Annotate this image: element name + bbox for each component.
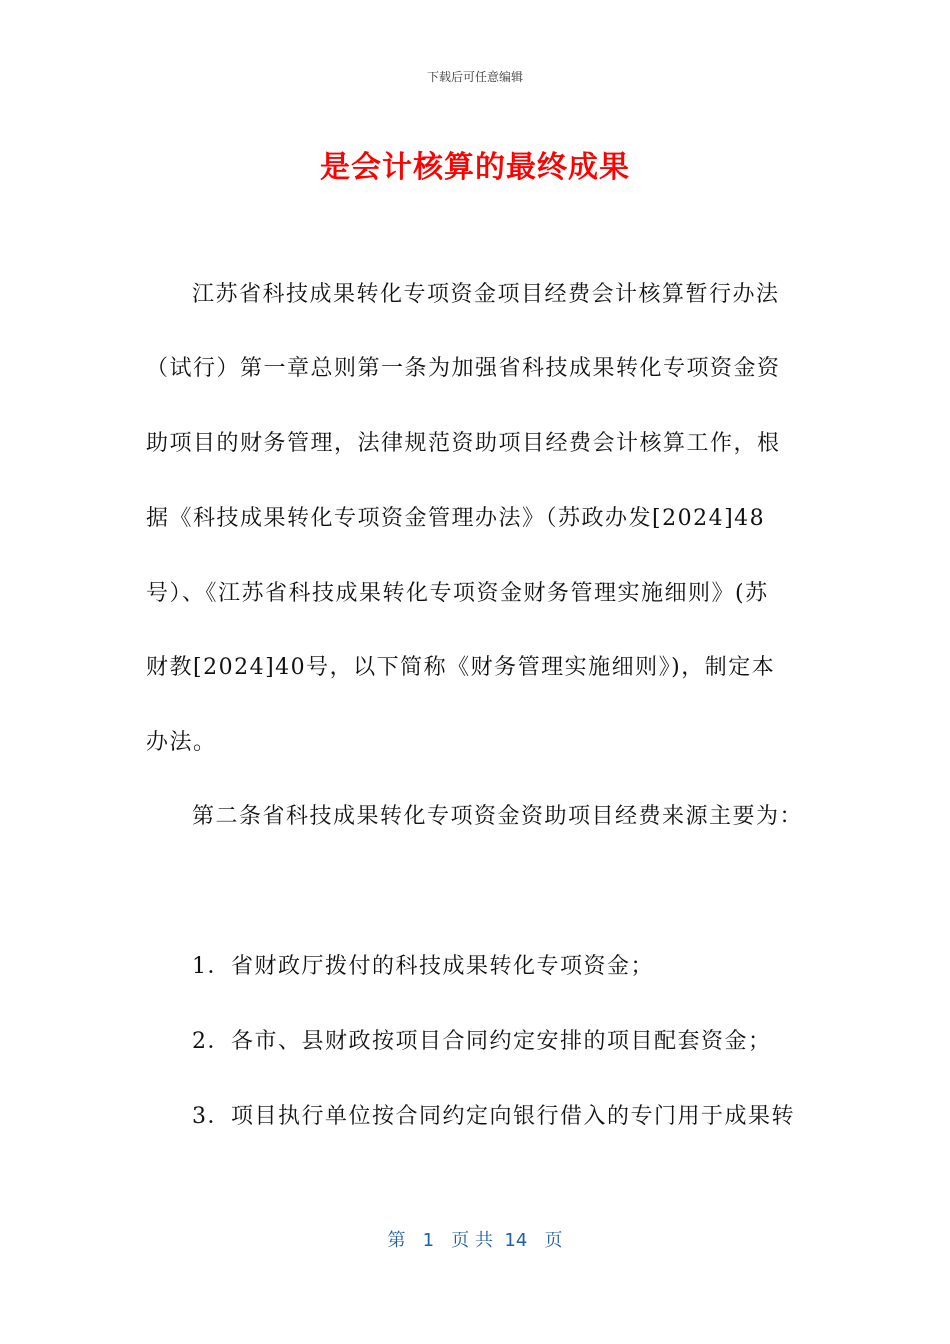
paragraph-line: 财教[2024]40号，以下简称《财务管理实施细则》)，制定本 (146, 655, 776, 680)
list-item: 2．各市、县财政按项目合同约定安排的项目配套资金； (192, 1029, 772, 1054)
list-item: 3．项目执行单位按合同约定向银行借入的专门用于成果转 (192, 1104, 795, 1129)
paragraph-line: 助项目的财务管理，法律规范资助项目经费会计核算工作，根 (146, 431, 781, 456)
paragraph-line: 号）、《江苏省科技成果转化专项资金财务管理实施细则》(苏 (146, 581, 769, 606)
list-item: 1．省财政厅拨付的科技成果转化专项资金； (192, 954, 654, 979)
paragraph-line: 办法。 (146, 730, 217, 755)
paragraph-line: 据《科技成果转化专项资金管理办法》（苏政办发[2024]48 (146, 506, 766, 531)
paragraph-line: （试行）第一章总则第一条为加强省科技成果转化专项资金资 (146, 356, 781, 381)
paragraph-line: 江苏省科技成果转化专项资金项目经费会计核算暂行办法 (192, 282, 780, 307)
page-number-footer: 第 1 页 共 14 页 (387, 1230, 563, 1251)
header-note: 下载后可任意编辑 (426, 70, 523, 84)
paragraph-line: 第二条省科技成果转化专项资金资助项目经费来源主要为： (192, 804, 804, 829)
document-title: 是会计核算的最终成果 (320, 150, 630, 185)
